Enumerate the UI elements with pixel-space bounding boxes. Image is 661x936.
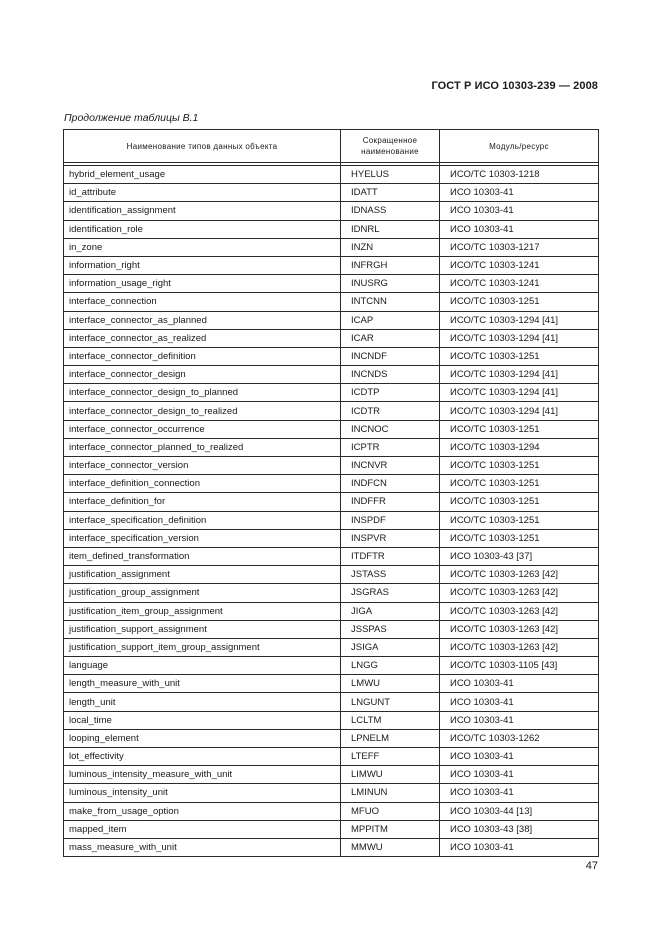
table-row (64, 802, 599, 820)
cell-module: ИСО/ТС 10303-1294 [41] (440, 384, 599, 402)
cell-entity-name: interface_definition_for (64, 493, 341, 511)
table-row (64, 693, 599, 711)
cell-short-name: HYELUS (341, 166, 440, 184)
table-row (64, 638, 599, 656)
cell-short-name: MPPITM (341, 820, 440, 838)
cell-module: ИСО/ТС 10303-1251 (440, 511, 599, 529)
cell-module: ИСО 10303-41 (440, 184, 599, 202)
table-row (64, 184, 599, 202)
table-row (64, 566, 599, 584)
cell-entity-name: local_time (64, 711, 341, 729)
cell-entity-name: interface_connection (64, 293, 341, 311)
cell-short-name: INFRGH (341, 256, 440, 274)
cell-module: ИСО 10303-44 [13] (440, 802, 599, 820)
cell-entity-name: interface_connector_planned_to_realized (64, 438, 341, 456)
column-header-abbreviation: Сокращенное наименование (341, 130, 440, 163)
cell-short-name: JSSPAS (341, 620, 440, 638)
cell-entity-name: language (64, 657, 341, 675)
cell-entity-name: interface_connector_as_realized (64, 329, 341, 347)
cell-short-name: MMWU (341, 838, 440, 856)
cell-module: ИСО/ТС 10303-1251 (440, 347, 599, 365)
cell-module: ИСО 10303-41 (440, 711, 599, 729)
cell-entity-name: interface_connector_design (64, 366, 341, 384)
cell-short-name: LMWU (341, 675, 440, 693)
table-row (64, 493, 599, 511)
cell-module: ИСО/ТС 10303-1294 [41] (440, 402, 599, 420)
cell-module: ИСО/ТС 10303-1263 [42] (440, 566, 599, 584)
cell-module: ИСО/ТС 10303-1263 [42] (440, 638, 599, 656)
cell-short-name: INSPVR (341, 529, 440, 547)
table-row (64, 475, 599, 493)
table-row (64, 547, 599, 565)
cell-entity-name: justification_group_assignment (64, 584, 341, 602)
cell-short-name: LMINUN (341, 784, 440, 802)
cell-short-name: JIGA (341, 602, 440, 620)
table-row (64, 784, 599, 802)
cell-module: ИСО 10303-41 (440, 202, 599, 220)
table-row (64, 420, 599, 438)
cell-short-name: INDFCN (341, 475, 440, 493)
cell-short-name: ICPTR (341, 438, 440, 456)
cell-short-name: INCNDS (341, 366, 440, 384)
table-header-row (64, 130, 599, 163)
table-body (64, 163, 599, 857)
cell-entity-name: interface_connector_design_to_realized (64, 402, 341, 420)
cell-module: ИСО/ТС 10303-1217 (440, 238, 599, 256)
cell-short-name: INSPDF (341, 511, 440, 529)
cell-module: ИСО/ТС 10303-1294 [41] (440, 329, 599, 347)
cell-entity-name: justification_assignment (64, 566, 341, 584)
column-header-name: Наименование типов данных объекта (64, 130, 341, 163)
cell-module: ИСО/ТС 10303-1263 [42] (440, 620, 599, 638)
cell-entity-name: length_measure_with_unit (64, 675, 341, 693)
cell-short-name: ICAR (341, 329, 440, 347)
table-row (64, 384, 599, 402)
cell-module: ИСО 10303-43 [37] (440, 547, 599, 565)
cell-entity-name: identification_assignment (64, 202, 341, 220)
cell-module: ИСО/ТС 10303-1251 (440, 475, 599, 493)
cell-entity-name: interface_connector_as_planned (64, 311, 341, 329)
cell-short-name: INCNOC (341, 420, 440, 438)
cell-module: ИСО 10303-41 (440, 220, 599, 238)
cell-short-name: JSIGA (341, 638, 440, 656)
cell-entity-name: luminous_intensity_measure_with_unit (64, 766, 341, 784)
cell-short-name: LNGG (341, 657, 440, 675)
cell-entity-name: item_defined_transformation (64, 547, 341, 565)
cell-short-name: JSTASS (341, 566, 440, 584)
cell-module: ИСО 10303-41 (440, 784, 599, 802)
table-row (64, 275, 599, 293)
cell-module: ИСО/ТС 10303-1218 (440, 166, 599, 184)
cell-entity-name: looping_element (64, 729, 341, 747)
cell-entity-name: make_from_usage_option (64, 802, 341, 820)
cell-short-name: INCNDF (341, 347, 440, 365)
cell-module: ИСО/ТС 10303-1241 (440, 275, 599, 293)
table-row (64, 529, 599, 547)
cell-short-name: IDATT (341, 184, 440, 202)
table-row (64, 657, 599, 675)
cell-short-name: INCNVR (341, 457, 440, 475)
table-row (64, 748, 599, 766)
cell-module: ИСО/ТС 10303-1294 (440, 438, 599, 456)
table-row (64, 256, 599, 274)
table-row (64, 584, 599, 602)
table-row (64, 402, 599, 420)
cell-short-name: ICDTP (341, 384, 440, 402)
cell-module: ИСО 10303-41 (440, 675, 599, 693)
cell-short-name: LPNELM (341, 729, 440, 747)
cell-entity-name: information_usage_right (64, 275, 341, 293)
table-row (64, 220, 599, 238)
cell-short-name: ICAP (341, 311, 440, 329)
table-row (64, 438, 599, 456)
cell-module: ИСО/ТС 10303-1105 [43] (440, 657, 599, 675)
cell-short-name: LIMWU (341, 766, 440, 784)
table-row (64, 311, 599, 329)
table-row (64, 620, 599, 638)
cell-entity-name: interface_connector_design_to_planned (64, 384, 341, 402)
cell-entity-name: information_right (64, 256, 341, 274)
cell-module: ИСО/ТС 10303-1262 (440, 729, 599, 747)
cell-module: ИСО 10303-41 (440, 766, 599, 784)
cell-entity-name: justification_item_group_assignment (64, 602, 341, 620)
cell-module: ИСО/ТС 10303-1251 (440, 529, 599, 547)
cell-module: ИСО 10303-41 (440, 838, 599, 856)
cell-module: ИСО 10303-41 (440, 693, 599, 711)
table-row (64, 329, 599, 347)
cell-module: ИСО/ТС 10303-1251 (440, 293, 599, 311)
cell-entity-name: in_zone (64, 238, 341, 256)
cell-entity-name: justification_support_item_group_assignment (64, 638, 341, 656)
cell-entity-name: identification_role (64, 220, 341, 238)
cell-entity-name: interface_connector_definition (64, 347, 341, 365)
cell-entity-name: mapped_item (64, 820, 341, 838)
cell-entity-name: interface_specification_version (64, 529, 341, 547)
document-header: ГОСТ Р ИСО 10303-239 — 2008 (431, 80, 598, 92)
cell-short-name: INZN (341, 238, 440, 256)
cell-short-name: LCLTM (341, 711, 440, 729)
table-row (64, 293, 599, 311)
cell-module: ИСО 10303-43 [38] (440, 820, 599, 838)
column-header-module: Модуль/ресурс (440, 130, 599, 163)
page-number: 47 (585, 860, 598, 872)
cell-module: ИСО 10303-41 (440, 748, 599, 766)
cell-short-name: ITDFTR (341, 547, 440, 565)
cell-module: ИСО/ТС 10303-1251 (440, 457, 599, 475)
table-row (64, 347, 599, 365)
table-row (64, 238, 599, 256)
cell-short-name: INTCNN (341, 293, 440, 311)
cell-short-name: MFUO (341, 802, 440, 820)
cell-module: ИСО/ТС 10303-1263 [42] (440, 602, 599, 620)
table-row (64, 366, 599, 384)
cell-entity-name: luminous_intensity_unit (64, 784, 341, 802)
cell-entity-name: justification_support_assignment (64, 620, 341, 638)
cell-entity-name: length_unit (64, 693, 341, 711)
table-row (64, 820, 599, 838)
table-row (64, 202, 599, 220)
table-row (64, 766, 599, 784)
cell-module: ИСО/ТС 10303-1294 [41] (440, 311, 599, 329)
cell-entity-name: interface_connector_occurrence (64, 420, 341, 438)
table-caption: Продолжение таблицы В.1 (64, 112, 199, 124)
cell-module: ИСО/ТС 10303-1251 (440, 493, 599, 511)
cell-short-name: ICDTR (341, 402, 440, 420)
cell-entity-name: interface_connector_version (64, 457, 341, 475)
cell-short-name: LTEFF (341, 748, 440, 766)
data-table (63, 129, 599, 857)
cell-short-name: INUSRG (341, 275, 440, 293)
cell-short-name: INDFFR (341, 493, 440, 511)
cell-short-name: IDNASS (341, 202, 440, 220)
table-row (64, 166, 599, 184)
table-row (64, 675, 599, 693)
table-row (64, 602, 599, 620)
cell-module: ИСО/ТС 10303-1263 [42] (440, 584, 599, 602)
cell-entity-name: interface_definition_connection (64, 475, 341, 493)
table-row (64, 457, 599, 475)
cell-module: ИСО/ТС 10303-1294 [41] (440, 366, 599, 384)
cell-module: ИСО/ТС 10303-1251 (440, 420, 599, 438)
cell-entity-name: id_attribute (64, 184, 341, 202)
cell-entity-name: hybrid_element_usage (64, 166, 341, 184)
cell-short-name: LNGUNT (341, 693, 440, 711)
cell-entity-name: lot_effectivity (64, 748, 341, 766)
cell-entity-name: mass_measure_with_unit (64, 838, 341, 856)
table-row (64, 711, 599, 729)
table-row (64, 511, 599, 529)
table-row (64, 729, 599, 747)
cell-short-name: JSGRAS (341, 584, 440, 602)
cell-short-name: IDNRL (341, 220, 440, 238)
cell-entity-name: interface_specification_definition (64, 511, 341, 529)
cell-module: ИСО/ТС 10303-1241 (440, 256, 599, 274)
table-row (64, 838, 599, 856)
